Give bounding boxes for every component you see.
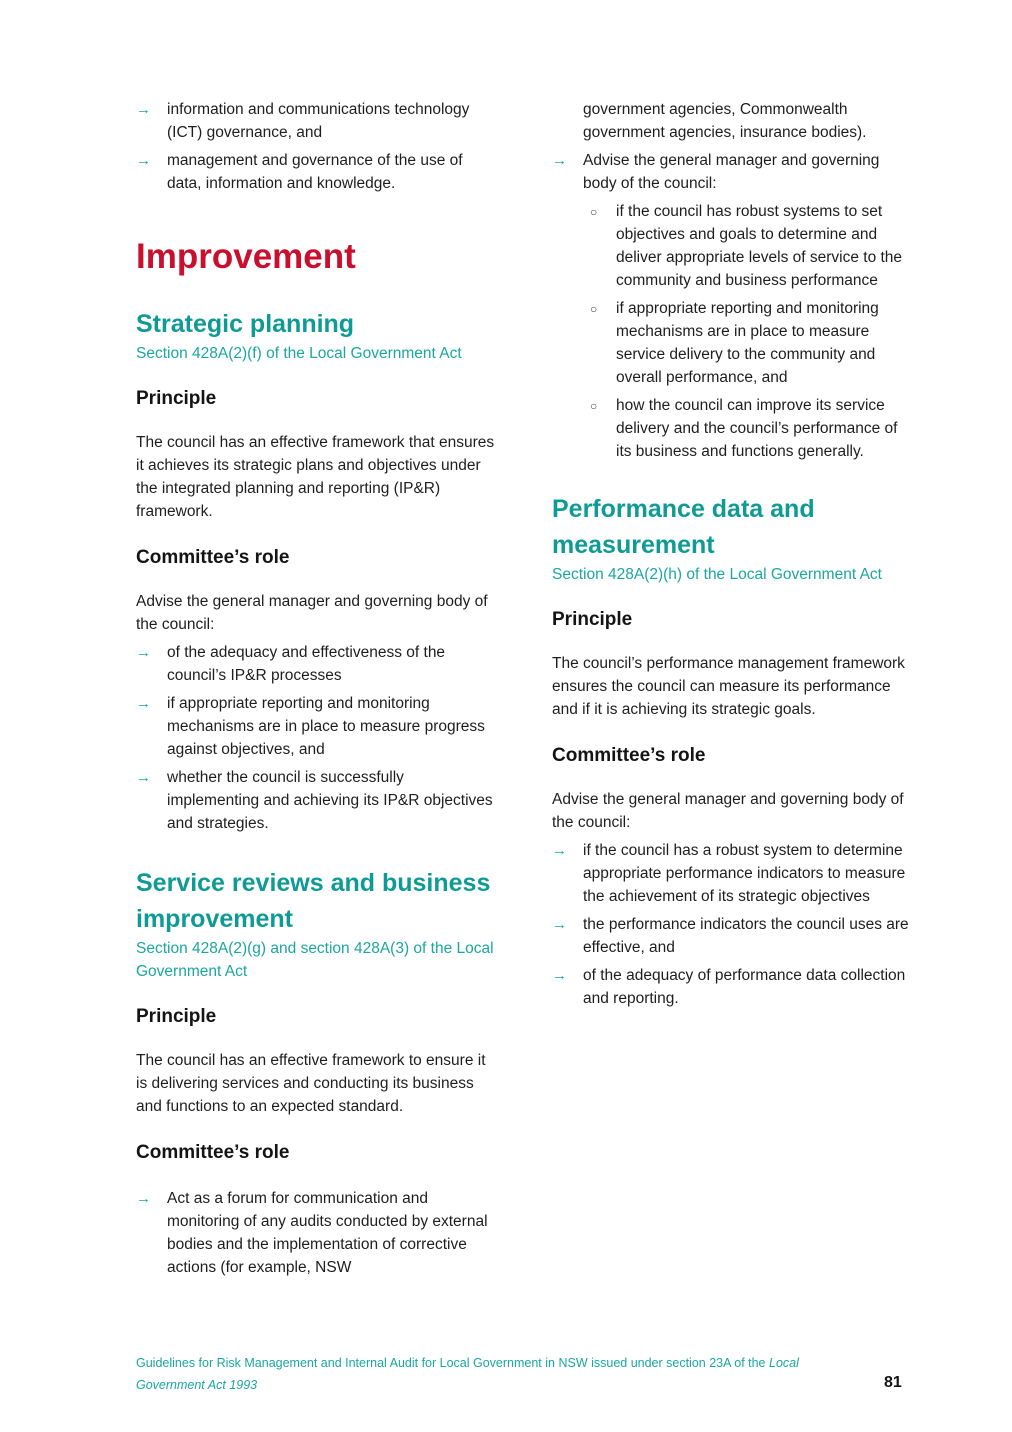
principle-text: The council has an effective framework to ensure it is delivering services and conducting its business and functions to an expected standard. (136, 1052, 486, 1115)
sub-bullet-list (552, 200, 912, 463)
strategic-planning-ref: Section 428A(2)(f) of the Local Government Act (136, 345, 462, 362)
arrow-icon: → (136, 769, 151, 786)
right-column (552, 96, 912, 1015)
arrow-icon: → (136, 695, 151, 712)
committee-role-heading: Committee’s role (136, 1142, 290, 1163)
arrow-icon: → (552, 152, 567, 169)
committee-role-heading: Committee’s role (136, 547, 290, 568)
principle-heading: Principle (136, 1006, 217, 1027)
footer-act-title: Local Government Act 1993 (136, 1356, 799, 1392)
role-bullet-list (136, 641, 496, 835)
service-reviews-ref: Section 428A(2)(g) and section 428A(3) of the Local Government Act (136, 940, 494, 980)
arrow-icon: → (552, 967, 567, 984)
continuation-text: government agencies, Commonwealth government agencies, insurance bodies). (583, 101, 867, 141)
role-bullet-list (136, 1187, 496, 1279)
list-item: → management and governance of the use of data, information and knowledge. (136, 149, 496, 195)
left-column (136, 96, 496, 1284)
arrow-icon: → (136, 101, 151, 118)
arrow-icon: → (552, 842, 567, 859)
arrow-icon: → (136, 644, 151, 661)
list-item: → the performance indicators the council uses are effective, and (552, 913, 912, 959)
list-item: → of the adequacy and effectiveness of the council’s IP&R processes (136, 641, 496, 687)
role-intro: Advise the general manager and governing body of the council: (552, 791, 904, 831)
performance-data-title: Performance data and measurement (552, 495, 815, 559)
list-item: ○ how the council can improve its service delivery and the council’s performance of its business and functions generally. (590, 397, 898, 460)
service-reviews-title: Service reviews and business improvement (136, 869, 491, 933)
list-item: ○ if the council has robust systems to set objectives and goals to determine and deliver appropriate levels of service to the community and business performance (590, 203, 903, 289)
strategic-planning-title: Strategic planning (136, 310, 355, 338)
page-number: 81 (884, 1374, 902, 1391)
principle-heading: Principle (552, 609, 633, 630)
list-item: ○ if appropriate reporting and monitoring mechanisms are in place to measure service delivery to the community and overall performance, and (590, 300, 879, 386)
circle-bullet-icon: ○ (590, 399, 598, 413)
role-bullet-list (552, 839, 912, 1010)
top-bullet-list (136, 98, 496, 195)
list-item: → Act as a forum for communication and monitoring of any audits conducted by external bodies and the implementation of corrective actions (for example, NSW (136, 1187, 496, 1279)
circle-bullet-icon: ○ (590, 302, 598, 316)
list-item: → information and communications technology (ICT) governance, and (136, 98, 496, 144)
list-item: → of the adequacy of performance data collection and reporting. (552, 964, 912, 1010)
circle-bullet-icon: ○ (590, 205, 598, 219)
list-item: → whether the council is successfully implementing and achieving its IP&R objectives and strategies. (136, 766, 496, 835)
section-heading: Improvement (136, 237, 356, 276)
arrow-icon: → (552, 916, 567, 933)
performance-data-ref: Section 428A(2)(h) of the Local Government Act (552, 566, 882, 583)
principle-text: The council has an effective framework that ensures it achieves its strategic plans and objectives under the integrated planning and reporting (IP&R) framework. (136, 434, 495, 520)
list-item: → if the council has a robust system to determine appropriate performance indicators to measure the achievement of its strategic objectives (552, 839, 912, 908)
arrow-icon: → (136, 152, 151, 169)
list-item: → Advise the general manager and governing body of the council: (552, 149, 912, 195)
advise-bullet-list (552, 149, 912, 195)
principle-heading: Principle (136, 388, 217, 409)
role-intro: Advise the general manager and governing body of the council: (136, 593, 488, 633)
committee-role-heading: Committee’s role (552, 745, 706, 766)
arrow-icon: → (136, 1190, 151, 1207)
footer-text: Guidelines for Risk Management and Internal Audit for Local Government in NSW issued under section 23A of the Local Government Act 1993 (136, 1356, 799, 1392)
principle-text: The council’s performance management framework ensures the council can measure its performance and if it is achieving its strategic goals. (552, 655, 905, 718)
list-item: → if appropriate reporting and monitoring mechanisms are in place to measure progress against objectives, and (136, 692, 496, 761)
